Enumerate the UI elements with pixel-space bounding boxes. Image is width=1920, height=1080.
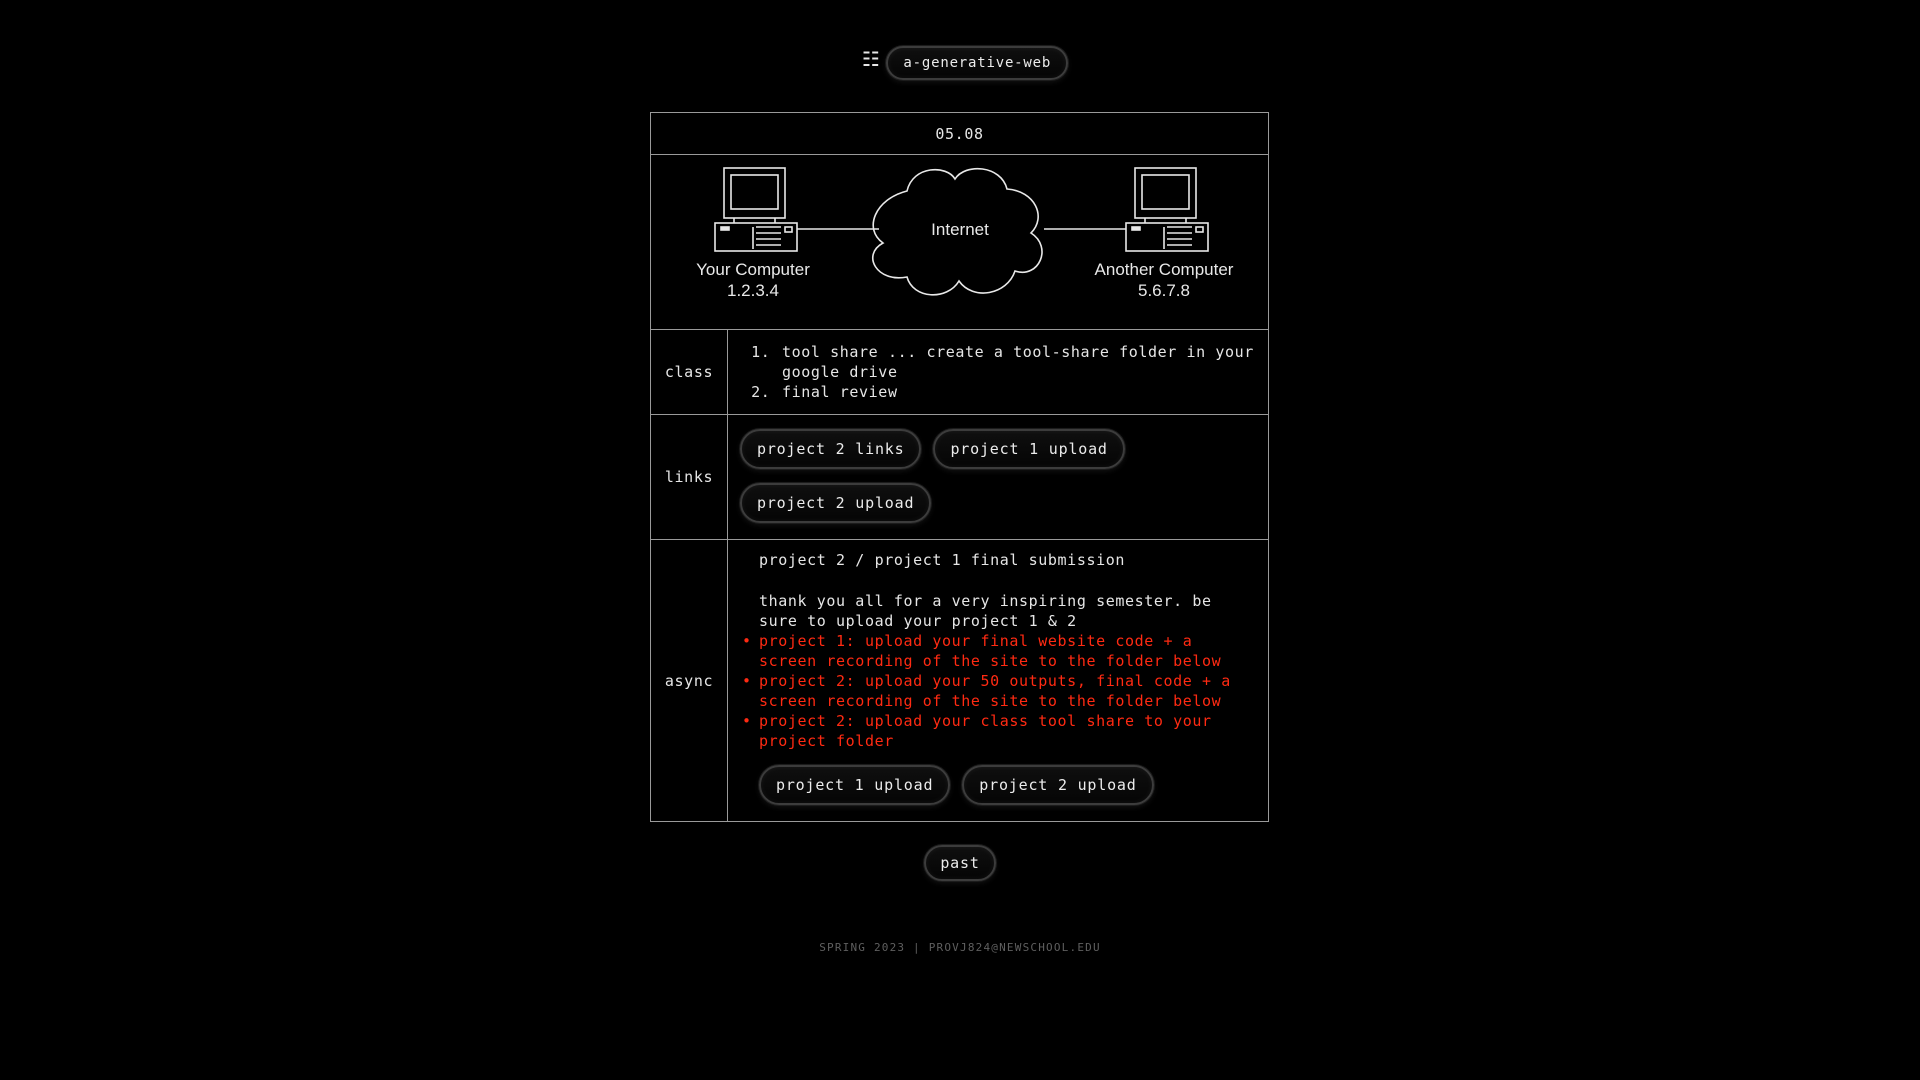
list-icon[interactable]: ☷ [861,47,881,71]
right-computer-name: Another Computer [1094,260,1234,279]
async-list [742,631,1254,751]
links-label: links [651,415,728,539]
async-label: async [651,540,728,821]
async-row [651,540,1268,821]
async-body [728,540,1268,821]
right-computer-ip: 5.6.7.8 [1138,281,1190,300]
project-2-links-button[interactable]: project 2 links [740,429,921,469]
project-1-upload-button[interactable]: project 1 upload [933,429,1124,469]
date-label: 05.08 [935,124,984,143]
project-2-upload-button[interactable]: project 2 upload [740,483,931,523]
header [0,46,1920,80]
async-title: project 2 / project 1 final submission [759,551,1125,569]
left-computer-name: Your Computer [696,260,810,279]
footer: SPRING 2023 | PROVJ824@NEWSCHOOL.EDU [819,941,1101,954]
past-button[interactable]: past [924,845,995,881]
async-project-1-upload-button[interactable]: project 1 upload [759,765,950,805]
async-bullet: • project 2: upload your 50 outputs, final code + a screen recording of the site to the folder below [742,671,1254,711]
class-item: 1. tool share ... create a tool-share folder in your google drive [780,342,1254,382]
async-bullet: • project 2: upload your class tool share to your project folder [742,711,1254,751]
site-title-button[interactable]: a-generative-web [886,46,1068,80]
past-wrapper [0,845,1920,881]
links-body [728,415,1268,539]
computer-icon-right [1126,168,1208,251]
date-header [651,113,1268,155]
links-row [651,415,1268,540]
class-body [728,330,1268,414]
class-label: class [651,330,728,414]
schedule-panel [650,112,1269,822]
async-intro: thank you all for a very inspiring semester. be sure to upload your project 1 & 2 [759,592,1212,630]
class-item: 2. final review [780,382,1254,402]
left-computer-ip: 1.2.3.4 [727,281,779,300]
computer-icon-left [715,168,797,251]
async-buttons [742,765,1254,805]
async-bullet: • project 1: upload your final website code + a screen recording of the site to the folder below [742,631,1254,671]
cloud-label: Internet [931,220,989,239]
network-diagram-svg [651,155,1268,329]
class-row [651,330,1268,415]
class-list [740,342,1254,402]
network-diagram [651,155,1268,330]
async-project-2-upload-button[interactable]: project 2 upload [962,765,1153,805]
